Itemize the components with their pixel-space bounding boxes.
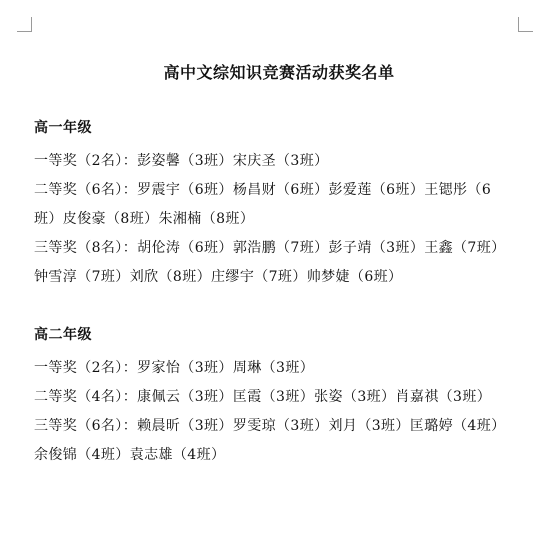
document-page (34, 60, 534, 502)
award-line: 余俊锦（4班）袁志雄（4班） (34, 447, 226, 463)
award-line: 二等奖（4名）：康佩云（3班）匡霞（3班）张姿（3班）肖嘉祺（3班） (34, 389, 492, 405)
award-line: 三等奖（8名）：胡伦涛（6班）郭浩鹏（7班）彭子靖（3班）王鑫（7班） (34, 240, 506, 256)
award-line: 一等奖（2名）：罗家怡（3班）周琳（3班） (34, 360, 315, 376)
grade-heading: 高二年级 (34, 327, 92, 343)
document-title: 高中文综知识竞赛活动获奖名单 (163, 63, 395, 82)
award-line: 钟雪淳（7班）刘欣（8班）庄缪宇（7班）帅梦婕（6班） (34, 269, 403, 285)
award-line: 班）皮俊豪（8班）朱湘楠（8班） (34, 211, 255, 227)
page-corner-mark-top-left (17, 17, 32, 32)
grade-section-2 (34, 324, 534, 470)
page-corner-mark-top-right (518, 17, 533, 32)
grade-heading: 高一年级 (34, 120, 92, 136)
grade-section-1 (34, 117, 534, 292)
award-line: 二等奖（6名）：罗震宇（6班）杨昌财（6班）彭爱莲（6班）王锶彤（6 (34, 182, 492, 198)
award-line: 一等奖（2名）：彭姿馨（3班）宋庆圣（3班） (34, 153, 329, 169)
award-line: 三等奖（6名）：赖晨昕（3班）罗雯琼（3班）刘月（3班）匡璐婷（4班） (34, 418, 506, 434)
